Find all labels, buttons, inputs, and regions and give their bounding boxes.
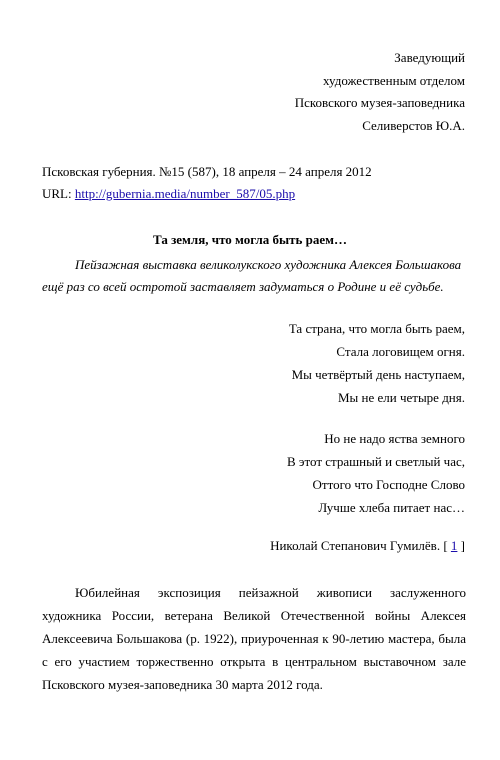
footnote-ref-link[interactable]: 1 xyxy=(450,538,458,553)
article-subtitle xyxy=(42,254,472,298)
poem-author-bracket: ] xyxy=(460,538,465,553)
addressee-line: художественным отделом xyxy=(323,72,465,88)
addressee-line: Псковского музея-заповедника xyxy=(294,95,465,110)
source-url-link[interactable]: http://gubernia.media/number_587/05.php xyxy=(74,186,296,201)
body-paragraph: Юбилейная экспозиция пейзажной живописи заслуженного художника России, ветерана Великой Отечественной войны Алексея Алексеевича Большакова (р. 1922), приуроченная к 90-летию мастера, была с его участием торжественно открыта в центральном выставочном зале Псковского музея-заповедника 30 марта 2012 года. xyxy=(42,585,466,692)
source-url-label: URL: xyxy=(42,186,75,201)
poem-line: Но не надо яства земного xyxy=(324,431,465,446)
poem-author xyxy=(270,537,465,555)
poem-line: Мы четвёртый день наступаем, xyxy=(291,367,465,382)
poem-line: Лучше хлеба питает нас… xyxy=(318,500,465,515)
poem-author-name: Николай Степанович Гумилёв. [ xyxy=(270,538,448,553)
source-url-line xyxy=(42,183,372,205)
poem-line: В этот страшный и светлый час, xyxy=(287,454,465,469)
poem-stanza-2 xyxy=(287,427,465,519)
source-block xyxy=(42,161,372,205)
poem-line: Стала логовищем огня. xyxy=(336,344,465,359)
poem-stanza-1 xyxy=(289,317,465,409)
addressee-line: Заведующий xyxy=(394,50,465,65)
poem-line: Оттого что Господне Слово xyxy=(312,477,465,492)
addressee-line: Селиверстов Ю.А. xyxy=(362,117,465,133)
source-citation: Псковская губерния. №15 (587), 18 апреля – 24 апреля 2012 xyxy=(42,164,372,179)
poem-line: Та страна, что могла быть раем, xyxy=(288,321,465,336)
addressee-block xyxy=(295,47,465,137)
article-title: Та земля, что могла быть раем… xyxy=(152,232,348,247)
subtitle-line: ещё раз со всей остротой заставляет задуматься о Родине и её судьбе. xyxy=(42,279,444,294)
poem-line: Мы не ели четыре дня. xyxy=(337,390,465,405)
subtitle-line: Пейзажная выставка великолукского художника Алексея Большакова xyxy=(75,257,462,272)
